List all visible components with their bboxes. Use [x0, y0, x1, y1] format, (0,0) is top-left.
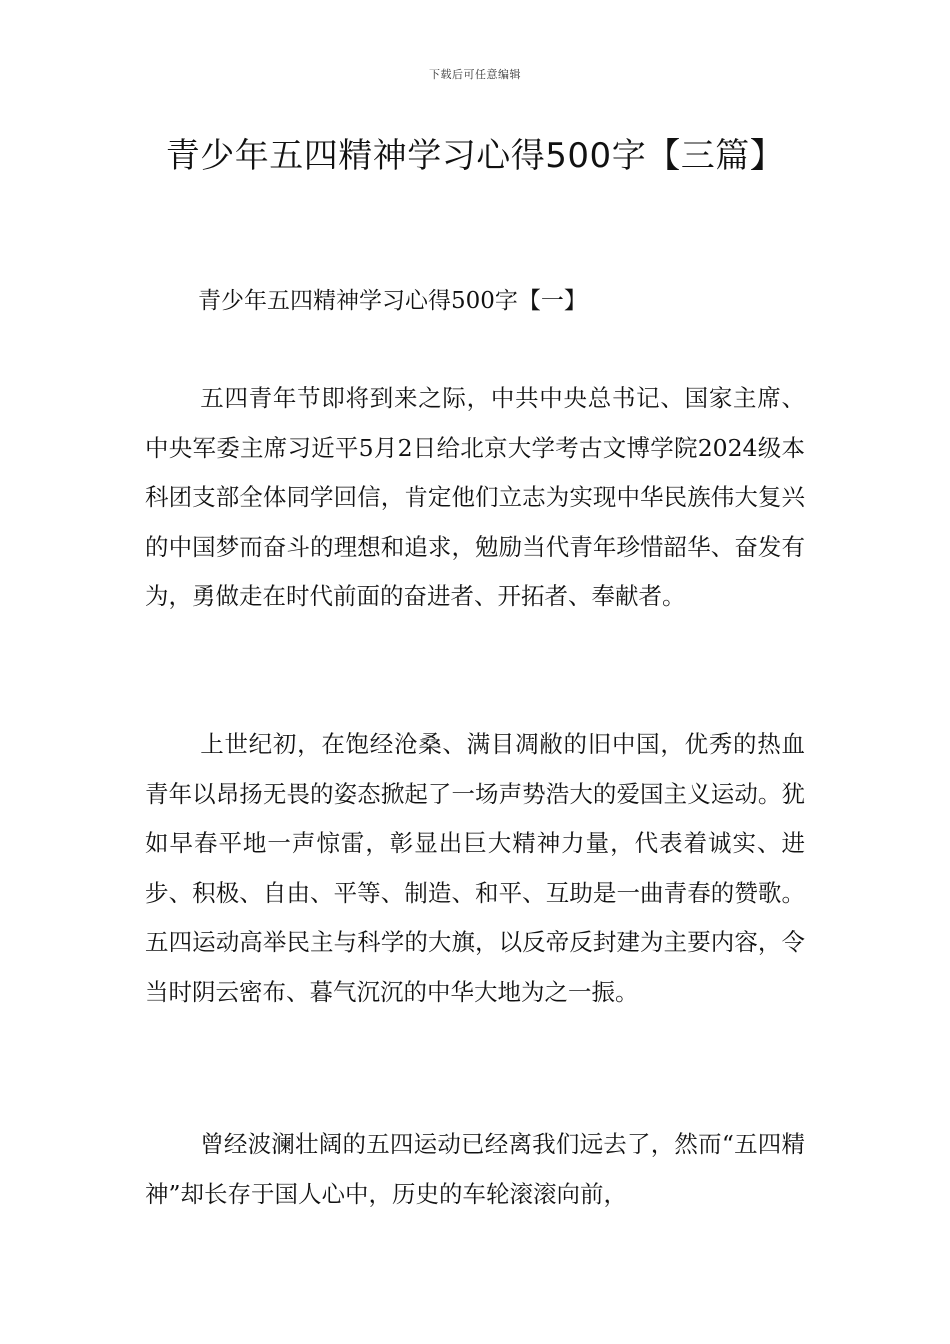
body-paragraph-3 [145, 1120, 805, 1219]
body-paragraph-2 [145, 720, 805, 1017]
paragraph-text: 曾经波澜壮阔的五四运动已经离我们远去了，然而“五四精神”却长存于国人心中，历史的车轮滚滚向前， [145, 1130, 805, 1208]
header-note: 下载后可任意编辑 [429, 68, 521, 81]
paragraph-text: 五四青年节即将到来之际，中共中央总书记、国家主席、中央军委主席习近平5月2日给北京大学考古文博学院2024级本科团支部全体同学回信，肯定他们立志为实现中华民族伟大复兴的中国梦而奋斗的理想和追求，勉励当代青年珍惜韶华、奋发有为，勇做走在时代前面的奋进者、开拓者、奉献者。 [145, 384, 805, 610]
section-title: 青少年五四精神学习心得500字【一】 [198, 288, 587, 314]
paragraph-text: 上世纪初，在饱经沧桑、满目凋敝的旧中国，优秀的热血青年以昂扬无畏的姿态掀起了一场声势浩大的爱国主义运动。犹如早春平地一声惊雷，彰显出巨大精神力量，代表着诚实、进步、积极、自由、平等、制造、和平、互助是一曲青春的赞歌。五四运动高举民主与科学的大旗，以反帝反封建为主要内容，令当时阴云密布、暮气沉沉的中华大地为之一振。 [145, 730, 805, 1006]
body-paragraph-1 [145, 374, 805, 622]
document-title: 青少年五四精神学习心得500字【三篇】 [165, 136, 785, 176]
